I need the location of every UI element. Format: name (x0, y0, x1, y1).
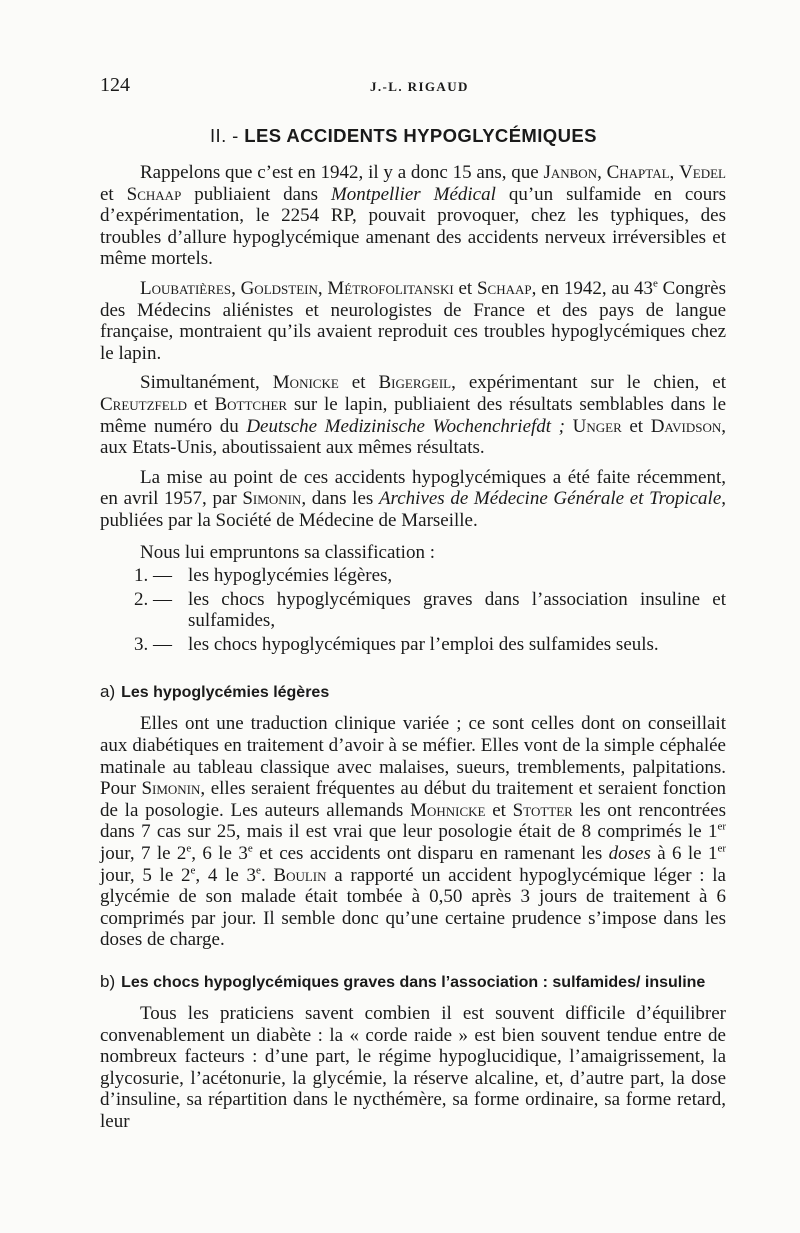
paragraph-4 (100, 467, 726, 532)
author-name: Monicke (272, 372, 339, 394)
superscript: e (190, 864, 196, 877)
text-run: et (485, 799, 513, 821)
text-run: , (597, 162, 607, 183)
author-name: Vedel (679, 162, 726, 183)
text-run: publiaient dans (181, 183, 331, 205)
text-run: les ont rencontrées dans 7 cas sur 25, mais il est vrai que leur posologie était de 8 comprimés le 1 (100, 799, 727, 843)
text-run: sur le lapin, publiaient des résultats semblables dans le même numéro du (100, 393, 727, 437)
text-run: et (100, 183, 127, 205)
superscript: e (653, 277, 658, 290)
text-run: et ces accidents ont disparu en ramenant les (252, 843, 609, 865)
text-run: , publiées par la Société de Médecine de Marseille. (100, 488, 726, 531)
paragraph-5 (100, 713, 726, 951)
superscript: e (256, 864, 261, 877)
author-name: Janbon (543, 162, 598, 183)
author-name: Simonin (242, 488, 302, 510)
subsection-tag: a) (100, 682, 116, 702)
author-name: Creutzfeld (100, 393, 188, 415)
paragraph-6 (100, 1003, 726, 1133)
subsection-title: Les chocs hypoglycémiques graves dans l’association : sulfamides/ insuline (121, 974, 706, 991)
author-name: Schaap (476, 277, 532, 299)
journal-title: Montpellier Médical (330, 183, 496, 205)
text-run: et (621, 415, 651, 437)
list-item-number: 2. — (134, 588, 172, 610)
paragraph-1 (100, 162, 726, 270)
text-run: et (338, 372, 379, 394)
list-item (100, 589, 726, 632)
author-name: Mohnicke (410, 799, 486, 821)
list-intro: Nous lui empruntons sa classification : (140, 541, 435, 563)
text-run: , elles seraient fréquentes au début du traitement et seraient fonction de la posologie. Les auteurs allemands (100, 778, 726, 821)
text-run: , en 1942, au 43 (531, 277, 654, 299)
superscript: er (717, 842, 727, 855)
text-run: , (231, 277, 241, 299)
list-item-number: 3. — (134, 633, 172, 655)
text-run: qu’un sulfamide en cours d’expérimentation, le 2254 RP, pouvait provoquer, chez les typhiques, des troubles d’allure hypoglycémique amenant des accidents nerveux irréversibles et même mortels. (100, 183, 726, 270)
author-name: Chaptal (606, 162, 670, 183)
list-item-text: les hypoglycémies légères, (188, 565, 393, 587)
subsection-tag: b) (100, 972, 116, 991)
text-run (565, 416, 573, 437)
superscript: e (247, 842, 253, 855)
paragraph-2 (100, 278, 726, 364)
list-item-number: 1. — (134, 565, 172, 587)
text-run: et (187, 393, 215, 415)
author-name: Stotter (512, 799, 573, 821)
text-run: , 4 le 3 (195, 864, 257, 886)
subsection-title: Les hypoglycémies légères (121, 684, 330, 702)
text-run: jour, 5 le 2 (100, 864, 191, 886)
text-run: , (317, 277, 328, 299)
article-body (100, 124, 726, 1141)
subsection-heading-b (100, 971, 726, 993)
text-run: Simultanément, (140, 372, 273, 394)
author-name: Goldstein (240, 277, 318, 299)
list-item-text: les chocs hypoglycémiques graves dans l’association insuline et sulfamides, (188, 588, 726, 632)
page-number: 124 (100, 74, 130, 96)
author-name: Unger (572, 415, 622, 437)
subsection-heading-a (100, 681, 726, 703)
text-run: , 6 le 3 (191, 843, 248, 865)
text-run: , aux Etats-Unis, aboutissaient aux mêmes résultats. (100, 415, 726, 459)
running-title: J.-L. RIGAUD (370, 79, 469, 94)
list-item (100, 634, 726, 656)
text-run: Elles ont une traduction clinique variée ; ce sont celles dont on conseillait aux diabétiques en traitement d’avoir à se méfier. Elles vont de la simple céphalée matinale au tableau classique avec malaises, sueurs, tremblements, palpitations. Pour (100, 713, 726, 800)
text-run: , dans les (301, 488, 379, 510)
journal-title: Deutsche Medizinische Wochenchriefdt ; (246, 415, 566, 437)
text-run: , (669, 162, 680, 183)
section-title (210, 124, 726, 148)
text-run: , expérimentant sur le chien, et (451, 372, 726, 394)
author-name: Davidson (650, 415, 722, 437)
text-run: . (260, 864, 274, 886)
text-run: a rapporté un accident hypoglycémique léger : la glycémie de son malade était tombée à 0,50 après 3 jours de traitement à 6 comprimés par jour. Il semble donc qu’une certaine prudence s’impose dans les doses de charge. (100, 864, 726, 951)
paragraph-3 (100, 372, 726, 458)
section-number: II. - (210, 125, 239, 146)
classification-list (100, 542, 726, 656)
superscript: e (186, 842, 192, 855)
author-name: Loubatières (140, 277, 232, 299)
journal-title: Archives de Médecine Générale et Tropicale (378, 488, 722, 510)
list-item-text: les chocs hypoglycémiques par l’emploi des sulfamides seuls. (188, 633, 659, 655)
author-name: Boulin (273, 864, 327, 886)
author-name: Bigergeil (378, 372, 452, 394)
author-name: Métrofolitanski (327, 277, 454, 299)
text-run: et (453, 277, 477, 299)
author-name: Bottcher (214, 393, 288, 415)
text-run: La mise au point de ces accidents hypoglycémiques a été faite récemment, en avril 1957, par (100, 466, 726, 510)
list-item (100, 565, 726, 587)
text-run: Tous les praticiens savent combien il est souvent difficile d’équilibrer convenablement un diabète : la « corde raide » est bien souvent tendue entre de nombreux facteurs : d’une part, le régime hypoglucidique, l’amaigrissement, la glycosurie, l’acétonurie, la glycémie, la réserve alcaline, et, d’autre part, la dose d’insuline, sa répartition dans le nycthémère, sa forme ordinaire, sa forme retard, leur (100, 1003, 726, 1132)
author-name: Simonin (141, 778, 201, 800)
text-run: Congrès des Médecins aliénistes et neurologistes de France et des pays de langue française, montraient qu’ils avaient reproduit ces troubles hypoglycémiques chez le lapin. (100, 277, 727, 364)
section-title-text: LES ACCIDENTS HYPOGLYCÉMIQUES (244, 125, 597, 146)
page-header (100, 74, 726, 104)
emphasis: doses (608, 843, 651, 865)
text-run: jour, 7 le 2 (100, 843, 187, 865)
text-run: Rappelons que c’est en 1942, il y a donc 15 ans, que (140, 162, 544, 183)
author-name: Schaap (126, 183, 182, 205)
text-run: à 6 le 1 (650, 843, 718, 865)
superscript: er (717, 821, 726, 834)
